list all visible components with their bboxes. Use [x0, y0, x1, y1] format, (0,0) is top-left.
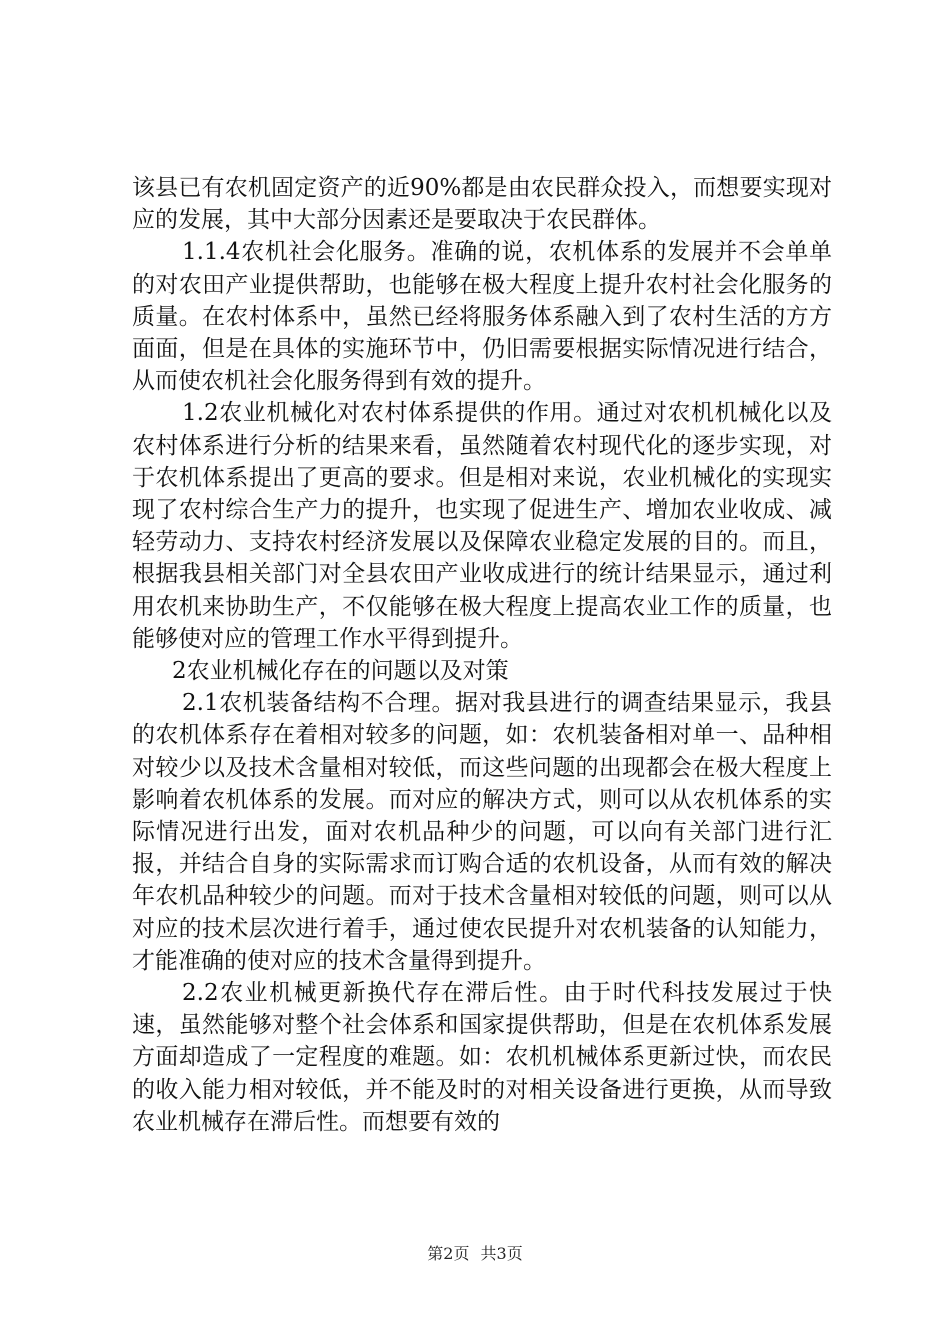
paragraph-section-2-2: 2.2农业机械更新换代存在滞后性。由于时代科技发展过于快速，虽然能够对整个社会体系和国家提供帮助，但是在农机体系发展方面却造成了一定程度的难题。如：农机机械体系更新过快，而农民的收入能力相对较低，并不能及时的对相关设备进行更换，从而导致农业机械存在滞后性。而想要有效的 — [132, 980, 832, 1135]
section-heading-2: 2农业机械化存在的问题以及对策 — [172, 658, 509, 685]
page-footer — [0, 1244, 950, 1264]
paragraph-section-2-1: 2.1农机装备结构不合理。据对我县进行的调查结果显示，我县的农机体系存在着相对较多的问题，如：农机装备相对单一、品种相对较少以及技术含量相对较低，而这些问题的出现都会在极大程度上影响着农机体系的发展。而对应的解决方式，则可以从农机体系的实际情况进行出发，面对农机品种少的问题，可以向有关部门进行汇报，并结合自身的实际需求而订购合适的农机设备，从而有效的解决年农机品种较少的问题。而对于技术含量相对较低的问题，则可以从对应的技术层次进行着手，通过使农民提升对农机装备的认知能力，才能准确的使对应的技术含量得到提升。 — [132, 690, 832, 974]
document-body — [132, 172, 832, 1138]
paragraph-section-1-2: 1.2农业机械化对农村体系提供的作用。通过对农机机械化以及农村体系进行分析的结果来看，虽然随着农村现代化的逐步实现，对于农机体系提出了更高的要求。但是相对来说，农业机械化的实现实现了农村综合生产力的提升，也实现了促进生产、增加农业收成、减轻劳动力、支持农村经济发展以及保障农业稳定发展的目的。而且，根据我县相关部门对全县农田产业收成进行的统计结果显示，通过利用农机来协助生产，不仅能够在极大程度上提高农业工作的质量，也能够使对应的管理工作水平得到提升。 — [132, 400, 832, 652]
paragraph-continuation: 该县已有农机固定资产的近90%都是由农民群众投入，而想要实现对应的发展，其中大部分因素还是要取决于农民群体。 — [132, 175, 832, 234]
paragraph-section-1-1-4: 1.1.4农机社会化服务。准确的说，农机体系的发展并不会单单的对农田产业提供帮助，也能够在极大程度上提升农村社会化服务的质量。在农村体系中，虽然已经将服务体系融入到了农村生活的方方面面，但是在具体的实施环节中，仍旧需要根据实际情况进行结合，从而使农机社会化服务得到有效的提升。 — [132, 239, 832, 395]
page-number: 第2页 — [427, 1244, 470, 1263]
page-total: 共3页 — [480, 1244, 523, 1263]
